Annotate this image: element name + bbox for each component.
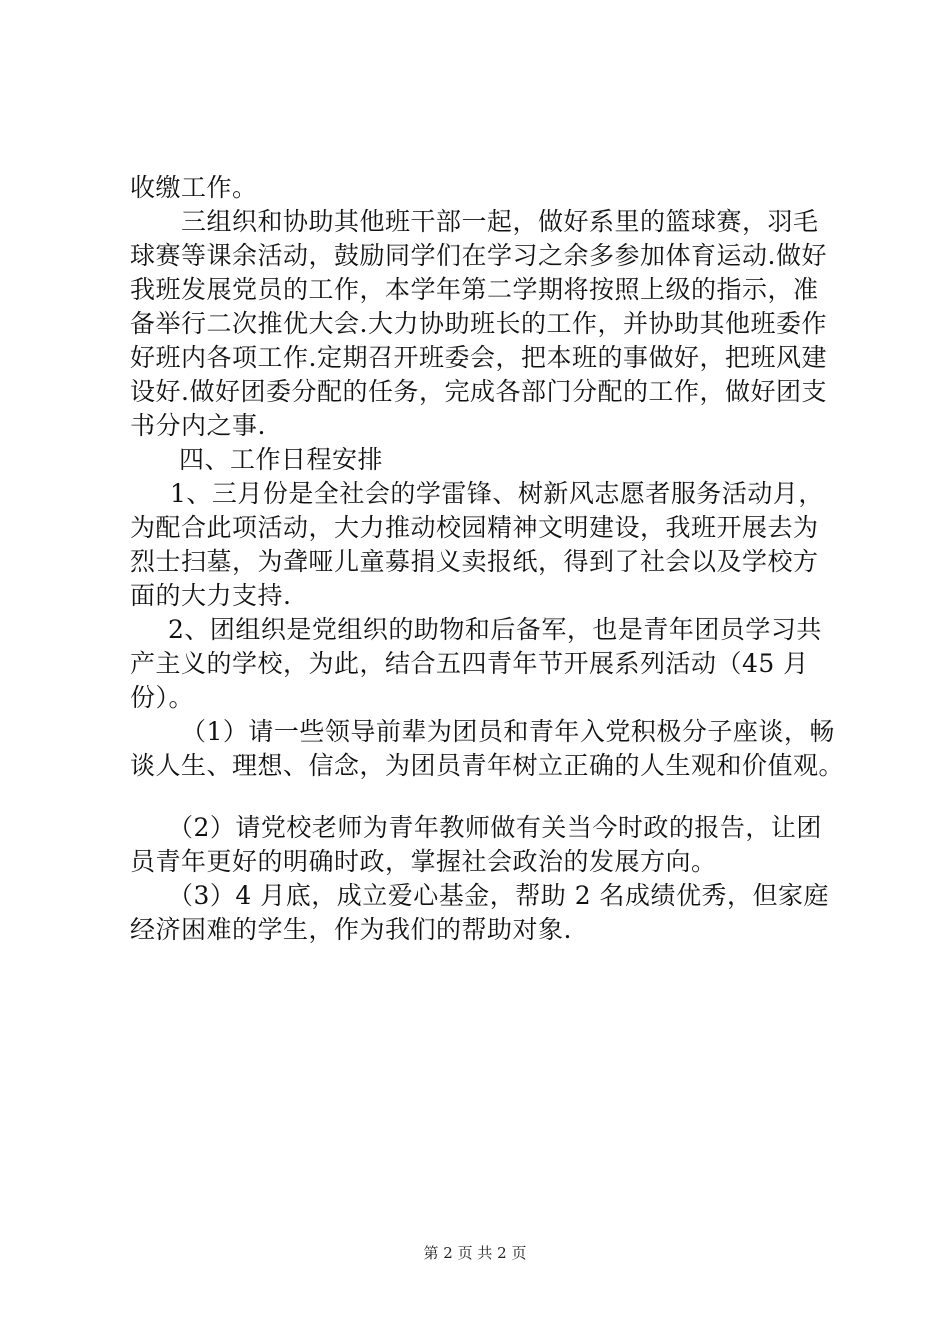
text-line: 好班内各项工作.定期召开班委会，把本班的事做好，把班风建 bbox=[130, 343, 827, 372]
text-line: （3）4 月底，成立爱心基金，帮助 2 名成绩优秀，但家庭 bbox=[168, 881, 830, 910]
text-line: 份）。 bbox=[130, 683, 195, 712]
text-line: 产主义的学校，为此，结合五四青年节开展系列活动（45 月 bbox=[130, 649, 809, 678]
text-line: （2）请党校老师为青年教师做有关当今时政的报告，让团 bbox=[168, 813, 822, 842]
page-number-footer: 第 2 页 共 2 页 bbox=[423, 1244, 527, 1262]
text-line: 烈士扫墓，为聋哑儿童募捐义卖报纸，得到了社会以及学校方 bbox=[130, 547, 819, 576]
text-line: 面的大力支持. bbox=[130, 581, 292, 610]
text-line: 收缴工作。 bbox=[130, 173, 258, 202]
text-line: 经济困难的学生，作为我们的帮助对象. bbox=[130, 915, 572, 944]
text-line: 1、三月份是全社会的学雷锋、树新风志愿者服务活动月， bbox=[170, 479, 824, 508]
text-line: 为配合此项活动，大力推动校园精神文明建设，我班开展去为 bbox=[130, 513, 819, 542]
text-line: 我班发展党员的工作，本学年第二学期将按照上级的指示，准 bbox=[130, 275, 819, 304]
text-line: 2、团组织是党组织的助物和后备军，也是青年团员学习共 bbox=[168, 615, 822, 644]
text-line: 员青年更好的明确时政，掌握社会政治的发展方向。 bbox=[130, 847, 717, 876]
text-line: 设好.做好团委分配的任务，完成各部门分配的工作，做好团支 bbox=[130, 377, 827, 406]
text-line: 谈人生、理想、信念，为团员青年树立正确的人生观和价值观。 bbox=[130, 751, 845, 780]
text-line: 书分内之事. bbox=[130, 411, 266, 440]
section-heading: 四、工作日程安排 bbox=[179, 445, 384, 474]
text-line: （1）请一些领导前辈为团员和青年入党积极分子座谈，畅 bbox=[181, 717, 835, 746]
text-line: 球赛等课余活动，鼓励同学们在学习之余多参加体育运动.做好 bbox=[130, 241, 827, 270]
text-line: 备举行二次推优大会.大力协助班长的工作，并协助其他班委作 bbox=[130, 309, 827, 338]
text-line: 三组织和协助其他班干部一起，做好系里的篮球赛，羽毛 bbox=[181, 207, 819, 236]
